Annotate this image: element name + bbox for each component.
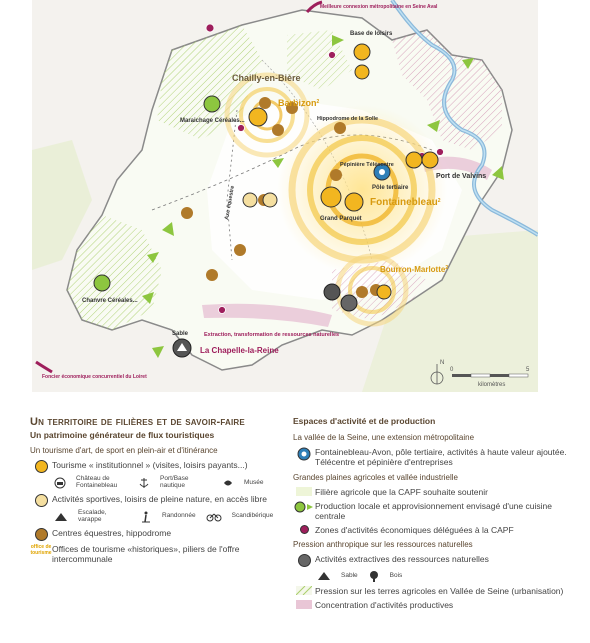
label-axe: Axe équestre [224,185,236,221]
legend-title: Un territoire de filières et de savoir-faire [30,416,245,428]
label-extraction: Extraction, transformation de ressources naturelles [204,332,340,338]
climbing-icon [54,512,68,522]
museum-icon [222,477,234,489]
chateau-icon [54,477,66,489]
legend-tourism [30,416,280,568]
tertiary-pole-icon [297,447,311,461]
legend-item-pression: Pression sur les terres agricoles en Vallée de Seine (urbanisation) [293,586,568,597]
label-base-loisirs: Base de loisirs [350,31,393,37]
legend-item-production: Production locale et approvisionnement envisagé d'une cuisine centrale [293,501,568,522]
legend-item-fontainebleau-avon: Fontainebleau-Avon, pôle tertiaire, activités à haute valeur ajoutée. Télécentre et pépinière d'entreprises [293,447,568,468]
label-chanvre: Chanvre Céréales... [82,298,138,304]
hiking-icon [140,511,152,523]
legend-item-sports: Activités sportives, loisirs de pleine nature, en accès libre [30,494,280,507]
label-meilleure: Meilleure connexion métropolitaine en Seine Aval [320,4,438,10]
legend-subicons-sports: Escalade, varappe Randonnée Scandibérique [54,510,280,524]
legend-subicons-institutional: Château de Fontainebleau Port/Base nautique Musée [54,476,280,490]
legend-item-concentration: Concentration d'activités productives [293,600,568,611]
bike-icon [206,512,222,522]
legend-item-institutional: Tourisme « institutionnel » (visites, loisirs payants...) [30,460,280,473]
legend-section: Un tourisme d'art, de sport en plein-air et d'itinérance [30,446,218,456]
wood-icon [368,570,380,582]
place-valvins: Port de Valvins [436,173,487,180]
label-foncier: Foncier économique concurrentiel du Loiret [42,374,147,380]
legend-item-zones: Zones d'activités économiques déléguées à la CAPF [293,525,568,536]
label-grand-parquet: Grand Parquet [320,216,362,222]
place-bourron: Bourron-Marlotte$^2$ [380,265,449,274]
legend-right-title: Espaces d'activité et de production [293,416,436,426]
place-chailly: Chailly-en-Bière [232,73,301,83]
svg-text:0: 0 [450,367,454,373]
brown-dot-icon [35,528,48,541]
place-chapelle: La Chapelle-la-Reine [200,346,279,355]
green-dot-arrow-icon [294,501,314,513]
legend-subicons-extraction: Sable Bois [317,570,568,582]
label-pole: Pôle tertiaire [372,185,409,191]
anchor-icon [138,477,150,489]
svg-text:kilomètres: kilomètres [478,382,506,388]
legend-subtitle: Un patrimoine générateur de flux touristiques [30,429,215,440]
light-yellow-dot-icon [35,494,48,507]
sand-icon [317,571,331,581]
pale-green-swatch [296,487,312,496]
gray-dot-icon [298,554,311,567]
label-maraichage: Maraichage Céréales... [180,118,245,124]
pink-swatch [296,600,312,609]
magenta-dot-icon [300,525,309,534]
legend-item-equestrian: Centres équestres, hippodrome [30,528,280,541]
place-barbizon: Barbizon$^2$ [278,98,320,108]
tourism-office-badge-icon: office de tourisme [30,543,52,556]
svg-text:N: N [440,360,445,366]
legend-item-extractives: Activités extractives des ressources naturelles [293,554,568,567]
yellow-dot-icon [35,460,48,473]
place-fontainebleau: Fontainebleau$^2$ [370,197,441,208]
label-sable: Sable [172,331,189,337]
legend-item-offices: office de tourisme Offices de tourisme «historiques», piliers de l'offre intercommunale [30,543,240,565]
legend-activities: Espaces d'activité et de production La vallée de la Seine, une extension métropolitaine Fontainebleau-Avon, pôle tertiaire, activités à haute valeur ajoutée. Télécentre et pépinière d'entreprises Grandes plaines agricoles et vallée industrielle Filière agricole que la CAPF souhaite soutenir Production locale et approvisionnement envisagé d'une cuisine centrale Zones d'activités économiques déléguées à la CAPF Pression anthropique sur les ressources naturelles Activités extractives des ressources naturelles Sable Bois Pression sur les terres agricoles en Vallée de Seine (urbanisation) Concentration d'activités productives [293,416,567,610]
svg-text:5: 5 [526,367,530,373]
label-pepiniere: Pépinière Télécentre [340,162,394,168]
hatch-swatch [296,586,312,595]
legend-item-filiere: Filière agricole que la CAPF souhaite soutenir [293,487,568,498]
label-hippodrome: Hippodrome de la Solle [317,116,379,122]
territory-map [32,0,538,392]
